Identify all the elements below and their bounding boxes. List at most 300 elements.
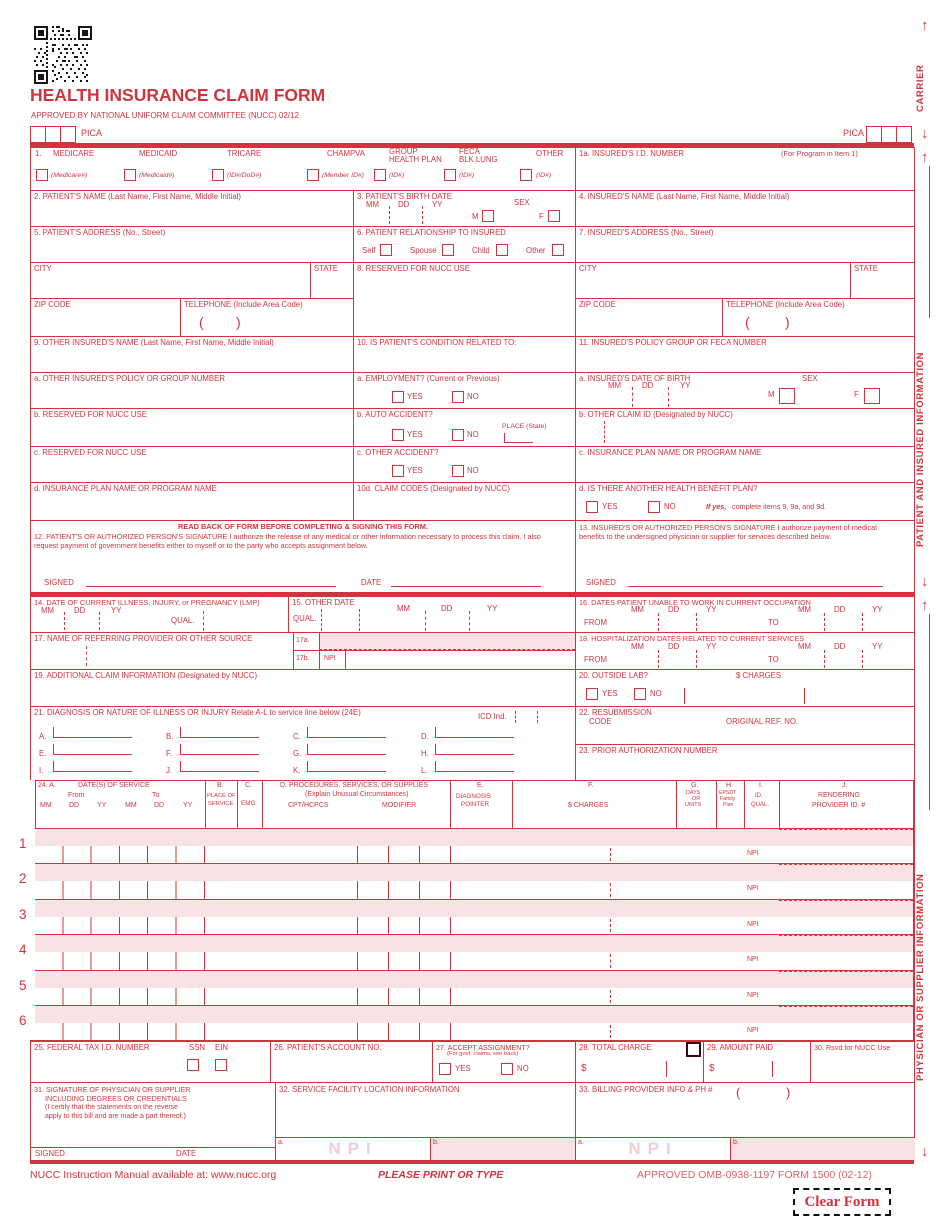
plan-other-sub: (ID#) [536,172,552,179]
field-10a-employment[interactable] [353,372,575,408]
field-19-additional-claim-info[interactable] [30,669,575,706]
col-epsdt: EPSDT [719,790,737,796]
page-title: HEALTH INSURANCE CLAIM FORM [30,85,326,105]
col-plan: Plan [723,802,734,808]
checkbox-outside-lab-yes[interactable] [586,688,598,700]
plan-group-sub: (ID#) [389,172,405,179]
field-29-label: 29. AMOUNT PAID [707,1043,774,1052]
field-32a-npi[interactable] [275,1137,430,1160]
field-26-patient-account[interactable] [270,1041,432,1082]
col-procedures: D. PROCEDURES, SERVICES, OR SUPPLIES [280,782,429,789]
col-24a: 24. A. [38,782,56,789]
col-j: J. [842,782,848,789]
field-32b-label: b. [433,1139,439,1146]
no-label: NO [664,502,676,511]
field-10c-label: c. OTHER ACCIDENT? [357,448,439,457]
col-provider-id: PROVIDER ID. # [812,802,866,809]
pica-box[interactable] [896,126,912,143]
col-family: Family [720,796,736,802]
col-i: I. [759,782,763,789]
no-label: NO [517,1064,529,1073]
service-line-number: 6 [19,1013,27,1028]
col-or: OR [692,796,701,802]
checkbox-ssn[interactable] [187,1059,199,1071]
patient-insured-section-label: PATIENT AND INSURED INFORMATION [915,351,926,547]
field-15-other-date[interactable] [288,596,575,632]
checkbox-tricare[interactable] [212,169,224,181]
field-9c-reserved [30,446,353,482]
field-27-accept-assignment[interactable] [432,1041,575,1082]
col-id: ID. [755,793,763,799]
field-17a-label: 17a. [296,637,310,644]
field-3-label: 3. PATIENT'S BIRTH DATE [357,192,452,201]
field-11b-other-claim-id[interactable] [575,408,915,446]
icd-ind-label: ICD Ind. [478,712,507,721]
checkbox-outside-lab-no[interactable] [634,688,646,700]
field-20-outside-lab[interactable] [575,669,915,706]
city-label: CITY [34,264,52,273]
field-9a-other-policy[interactable] [30,372,353,408]
field-20-label: 20. OUTSIDE LAB? [579,671,648,680]
signed-label: SIGNED [35,1149,65,1158]
footer-omb-approval: APPROVED OMB-0938-1197 FORM 1500 (02-12) [637,1169,872,1181]
field-8-reserved [353,262,575,336]
field-21-label: 21. DIAGNOSIS OR NATURE OF ILLNESS OR INJURY Relate A-L to service line below (24E) [34,708,361,717]
field-8-label: 8. RESERVED FOR NUCC USE [357,264,470,273]
diag-letter: F. [166,749,173,758]
npi-label: NPI [747,920,759,928]
ssn-label: SSN [189,1043,206,1052]
paren: ) [236,314,241,330]
field-patient-city[interactable] [30,262,310,298]
plan-medicaid-label: MEDICAID [139,149,178,158]
service-line-4[interactable] [35,935,913,971]
field-11b-label: b. OTHER CLAIM ID (Designated by NUCC) [579,410,733,419]
col-place-of: PLACE OF [207,793,236,799]
signed-label: SIGNED [586,578,616,587]
rel-spouse-label: Spouse [410,246,437,255]
checkbox-rel-self[interactable] [380,244,392,256]
field-15-label: 15. OTHER DATE [292,598,355,607]
mm-label: MM [397,604,410,613]
col-to: To [152,792,160,799]
field-1-number: 1. [35,149,42,158]
field-31-label-2: INCLUDING DEGREES OR CREDENTIALS [45,1094,187,1103]
field-9a-label: a. OTHER INSURED'S POLICY OR GROUP NUMBER [34,374,225,383]
arrow-up-icon: ↑ [921,149,929,166]
field-33a-npi[interactable] [575,1137,730,1160]
diag-letter: C. [293,732,301,741]
diag-letter: E. [39,749,47,758]
field-2-patient-name[interactable] [30,190,353,226]
male-label: M [472,212,479,221]
yy-label: YY [872,605,883,614]
clear-form-button[interactable] [793,1188,891,1216]
dd-label: DD [834,605,846,614]
diag-letter: I. [39,766,44,775]
diag-line-e[interactable] [53,744,132,755]
col-f: F. [588,782,594,789]
dollar-sign: $ [709,1063,715,1074]
yes-label: YES [455,1064,471,1073]
field-1-insurance-type[interactable] [30,147,575,190]
field-17-label: 17. NAME OF REFERRING PROVIDER OR OTHER SOURCE [34,634,253,643]
qual-label: QUAL. [171,616,195,625]
female-label: F [854,390,859,399]
arrow-down-icon: ↓ [921,573,929,590]
field-12-patient-signature[interactable] [30,520,575,592]
from-label: FROM [584,618,607,627]
field-insured-state[interactable] [850,262,915,298]
checkbox-feca[interactable] [444,169,456,181]
field-19-label: 19. ADDITIONAL CLAIM INFORMATION (Designated by NUCC) [34,671,258,680]
checkbox-rel-spouse[interactable] [442,244,454,256]
field-31-label-4: apply to this bill and are made a part thereof.) [45,1113,186,1120]
plan-tricare-sub: (ID#/DoD#) [227,172,262,179]
npi-watermark: NPI [628,1139,678,1158]
service-line-shade [35,971,913,988]
field-17-referring-provider[interactable] [30,632,293,669]
if-yes-note-em: If yes, [706,502,727,511]
field-18-label: 18. HOSPITALIZATION DATES RELATED TO CURRENT SERVICES [579,634,805,643]
dd-label: DD [74,606,86,615]
checkbox-insured-sex-m[interactable] [779,388,795,404]
plan-feca-sub: (ID#) [459,172,475,179]
service-line-6[interactable] [35,1006,913,1041]
service-line-entry[interactable] [35,952,913,971]
total-charge-focus-box[interactable] [686,1042,701,1057]
field-10-condition [353,336,575,372]
carrier-section-label: CARRIER [915,64,926,112]
field-23-prior-auth[interactable] [575,744,915,780]
col-mm: MM [40,802,52,809]
field-11c-plan-name[interactable] [575,446,915,482]
diag-line-k[interactable] [307,761,386,772]
service-line-number: 4 [19,942,27,957]
field-17a[interactable] [293,632,575,650]
if-yes-note: complete items 9, 9a, and 9d. [732,502,827,511]
col-rendering: RENDERING [818,792,861,799]
service-line-entry[interactable] [35,988,913,1007]
col-dates-of-service: DATE(S) OF SERVICE [78,782,150,789]
diag-line-h[interactable] [435,744,514,755]
col-from: From [68,792,85,799]
signed-label: SIGNED [44,578,74,587]
col-service: SERVICE [208,801,234,807]
ein-label: EIN [215,1043,228,1052]
field-11-label: 11. INSURED'S POLICY GROUP OR FECA NUMBER [579,338,767,347]
col-modifier: MODIFIER [382,802,417,809]
field-33b-label: b. [733,1139,739,1146]
mm-label: MM [798,605,811,614]
diag-line-d[interactable] [435,727,514,738]
checkbox-rel-other[interactable] [552,244,564,256]
field-25-label: 25. FEDERAL TAX I.D. NUMBER [34,1043,150,1052]
service-line-entry[interactable] [35,1023,913,1041]
diag-line-f[interactable] [180,744,259,755]
rel-self-label: Self [362,246,376,255]
checkbox-employment-no[interactable] [452,391,464,403]
field-22-label: 22. RESUBMISSION [579,708,652,717]
checkbox-sex-m[interactable] [482,210,494,222]
diag-letter: A. [39,732,47,741]
checkbox-auto-no[interactable] [452,429,464,441]
dd-label: DD [834,642,846,651]
service-line-shade [35,1006,913,1023]
diag-line-j[interactable] [180,761,259,772]
dollar-sign: $ [581,1063,587,1074]
field-31-label-1: 31. SIGNATURE OF PHYSICIAN OR SUPPLIER [34,1085,191,1094]
yes-label: YES [407,392,423,401]
diag-line-b[interactable] [180,727,259,738]
mm-label: MM [631,642,644,651]
dd-label: DD [398,200,410,209]
plan-champva-label: CHAMPVA [327,149,365,158]
service-line-5[interactable] [35,971,913,1007]
field-6-label: 6. PATIENT RELATIONSHIP TO INSURED [357,228,506,237]
service-line-entry[interactable] [35,846,913,865]
field-32b[interactable] [430,1137,575,1160]
service-line-1[interactable] [35,829,913,865]
field-25-federal-tax-id[interactable] [30,1041,270,1082]
no-label: NO [467,430,479,439]
field-1a-label: 1a. INSURED'S I.D. NUMBER [579,149,685,158]
field-insured-city[interactable] [575,262,850,298]
checkbox-medicare[interactable] [36,169,48,181]
mm-label: MM [798,642,811,651]
field-insured-zip[interactable] [575,298,722,336]
checkbox-another-plan-yes[interactable] [586,501,598,513]
field-9b-reserved [30,408,353,446]
diag-line-c[interactable] [307,727,386,738]
checkbox-employment-yes[interactable] [392,391,404,403]
plan-tricare-label: TRICARE [227,149,262,158]
yy-label: YY [432,200,443,209]
field-26-label: 26. PATIENT'S ACCOUNT NO. [274,1043,382,1052]
service-line-entry[interactable] [35,881,913,900]
checkbox-ein[interactable] [215,1059,227,1071]
checkbox-insured-sex-f[interactable] [864,388,880,404]
field-22-code-label: CODE [589,717,612,726]
checkbox-other-accident-yes[interactable] [392,465,404,477]
field-17b-label: 17b. [296,655,310,662]
field-11d-another-plan[interactable] [575,482,915,520]
field-9d-label: d. INSURANCE PLAN NAME OR PROGRAM NAME [34,484,217,493]
yy-label: YY [706,605,717,614]
checkbox-medicaid[interactable] [124,169,136,181]
field-3-birth-date-sex[interactable] [353,190,575,226]
checkbox-group-health[interactable] [374,169,386,181]
physician-supplier-section-label: PHYSICIAN OR SUPPLIER INFORMATION [915,873,926,1081]
field-14-current-illness-date[interactable] [30,596,288,632]
field-22-resubmission[interactable] [575,706,915,744]
pica-box[interactable] [866,126,882,143]
qr-code [34,26,92,84]
dd-label: DD [441,604,453,613]
npi-label: NPI [747,1027,759,1034]
field-10c-other-accident[interactable] [353,446,575,482]
checkbox-assignment-yes[interactable] [439,1063,451,1075]
service-line-shade [35,900,913,917]
plan-group-label: GROUP [389,147,418,156]
footer-print-or-type: PLEASE PRINT OR TYPE [378,1169,504,1181]
plan-champva-sub: (Member ID#) [322,172,364,179]
checkbox-other-accident-no[interactable] [452,465,464,477]
male-label: M [768,390,775,399]
telephone-label: TELEPHONE (Include Area Code) [726,300,845,309]
plan-medicare-sub: (Medicare#) [51,172,88,179]
place-state-label: PLACE (State) [502,423,547,430]
field-32a-label: a. [278,1139,284,1146]
to-label: TO [768,618,779,627]
paren: ( [199,314,204,330]
field-33b[interactable] [730,1137,915,1160]
field-11a-insured-birth[interactable] [575,372,915,408]
rel-child-label: Child [472,246,490,255]
plan-feca-label2: BLK LUNG [459,155,498,164]
diag-line-g[interactable] [307,744,386,755]
read-back-heading: READ BACK OF FORM BEFORE COMPLETING & SIGNING THIS FORM. [177,522,429,531]
qual-label: QUAL. [293,614,317,623]
footer-nucc-manual: NUCC Instruction Manual available at: www.nucc.org [30,1169,277,1181]
rel-other-label: Other [526,246,546,255]
dd-label: DD [668,605,680,614]
field-9d-insurance-plan[interactable] [30,482,353,520]
field-7-insured-address[interactable] [575,226,915,262]
field-16-unable-to-work[interactable] [575,596,915,632]
to-label: TO [768,655,779,664]
service-line-number: 1 [19,836,27,851]
yy-label: YY [111,606,122,615]
field-7-label: 7. INSURED'S ADDRESS (No., Street) [579,228,714,237]
arrow-up-icon: ↑ [921,597,929,614]
service-line-3[interactable] [35,900,913,936]
service-line-2[interactable] [35,864,913,900]
field-29-amount-paid[interactable] [703,1041,810,1082]
field-32-label: 32. SERVICE FACILITY LOCATION INFORMATION [279,1085,460,1094]
field-insured-phone[interactable] [722,298,915,336]
field-4-insured-name[interactable] [575,190,915,226]
diag-line-i[interactable] [53,761,132,772]
field-9-other-insured-name[interactable] [30,336,353,372]
field-1a-insured-id[interactable] [575,147,915,190]
field-13-text: 13. INSURED'S OR AUTHORIZED PERSON'S SIGNATURE I authorize payment of medical benefits to the undersigned physician or supplier for services described below. [579,523,877,542]
signature-line[interactable] [86,573,336,587]
field-10a-label: a. EMPLOYMENT? (Current or Previous) [357,374,500,383]
field-5-patient-address[interactable] [30,226,353,262]
field-31-physician-signature[interactable] [30,1082,275,1160]
service-line-shade [35,935,913,952]
paren: ) [785,314,790,330]
yes-label: YES [407,466,423,475]
field-11-policy-group[interactable] [575,336,915,372]
field-patient-zip[interactable] [30,298,180,336]
field-9-label: 9. OTHER INSURED'S NAME (Last Name, First Name, Middle Initial) [34,338,274,347]
field-31-label-3: (I certify that the statements on the reverse [45,1104,179,1111]
checkbox-other-plan[interactable] [520,169,532,181]
field-33a-label: a. [578,1139,584,1146]
field-patient-state[interactable] [310,262,353,298]
paren: ) [786,1085,791,1100]
service-line-number: 5 [19,978,27,993]
field-11c-label: c. INSURANCE PLAN NAME OR PROGRAM NAME [579,448,762,457]
yes-label: YES [407,430,423,439]
field-27-note: (For govt. claims, see back) [447,1051,519,1057]
field-18-hospitalization[interactable] [575,632,915,669]
arrow-down-icon: ↓ [921,125,929,142]
npi-label: NPI [747,885,759,892]
arrow-up-icon: ↑ [921,17,929,34]
no-label: NO [467,466,479,475]
field-9c-label: c. RESERVED FOR NUCC USE [34,448,147,457]
diag-line-l[interactable] [435,761,514,772]
arrow-down-icon: ↓ [921,1143,929,1160]
field-23-label: 23. PRIOR AUTHORIZATION NUMBER [579,746,718,755]
service-line-shade [35,864,913,881]
date-line[interactable] [391,573,541,587]
no-label: NO [650,689,662,698]
signature-line[interactable] [628,573,883,587]
service-line-shade [35,829,913,846]
paren: ( [745,314,750,330]
checkbox-sex-f[interactable] [548,210,560,222]
checkbox-champva[interactable] [307,169,319,181]
pica-box[interactable] [30,126,46,143]
npi-label: NPI [747,956,759,963]
signature-line[interactable] [31,1135,276,1148]
field-10d-claim-codes[interactable] [353,482,575,520]
field-10b-label: b. AUTO ACCIDENT? [357,410,433,419]
col-charges: $ CHARGES [568,802,609,809]
field-5-label: 5. PATIENT'S ADDRESS (No., Street) [34,228,166,237]
diag-line-a[interactable] [53,727,132,738]
service-line-entry[interactable] [35,917,913,936]
checkbox-rel-child[interactable] [496,244,508,256]
field-28-total-charge[interactable] [575,1041,703,1082]
npi-label: NPI [324,655,336,662]
col-dd: DD [69,802,80,809]
pica-box[interactable] [60,126,76,143]
checkbox-assignment-no[interactable] [501,1063,513,1075]
field-21-diagnosis[interactable] [30,706,575,780]
plan-medicaid-sub: (Medicaid#) [139,172,175,179]
clear-form-label: Clear Form [804,1193,880,1210]
field-17b[interactable] [293,650,575,669]
section-line [929,166,930,318]
field-13-insured-signature[interactable] [575,520,915,592]
diag-letter: L. [421,766,428,775]
yes-label: YES [602,689,618,698]
checkbox-another-plan-no[interactable] [648,501,660,513]
city-label: CITY [579,264,597,273]
field-patient-phone[interactable] [180,298,353,336]
field-6-relationship[interactable] [353,226,575,262]
field-10b-auto-accident[interactable] [353,408,575,446]
field-2-label: 2. PATIENT'S NAME (Last Name, First Name, Middle Initial) [34,192,241,201]
npi-label: NPI [747,849,759,857]
pica-box[interactable] [881,126,897,143]
pica-box[interactable] [45,126,61,143]
pica-label-right: PICA [843,128,865,138]
plan-feca-label: FECA [459,147,480,156]
date-label: DATE [361,578,382,587]
diag-letter: B. [166,732,174,741]
checkbox-auto-yes[interactable] [392,429,404,441]
field-16-label: 16. DATES PATIENT UNABLE TO WORK IN CURRENT OCCUPATION [579,598,811,607]
col-dd: DD [154,802,165,809]
state-label: STATE [854,264,878,273]
service-line-number: 3 [19,907,27,922]
